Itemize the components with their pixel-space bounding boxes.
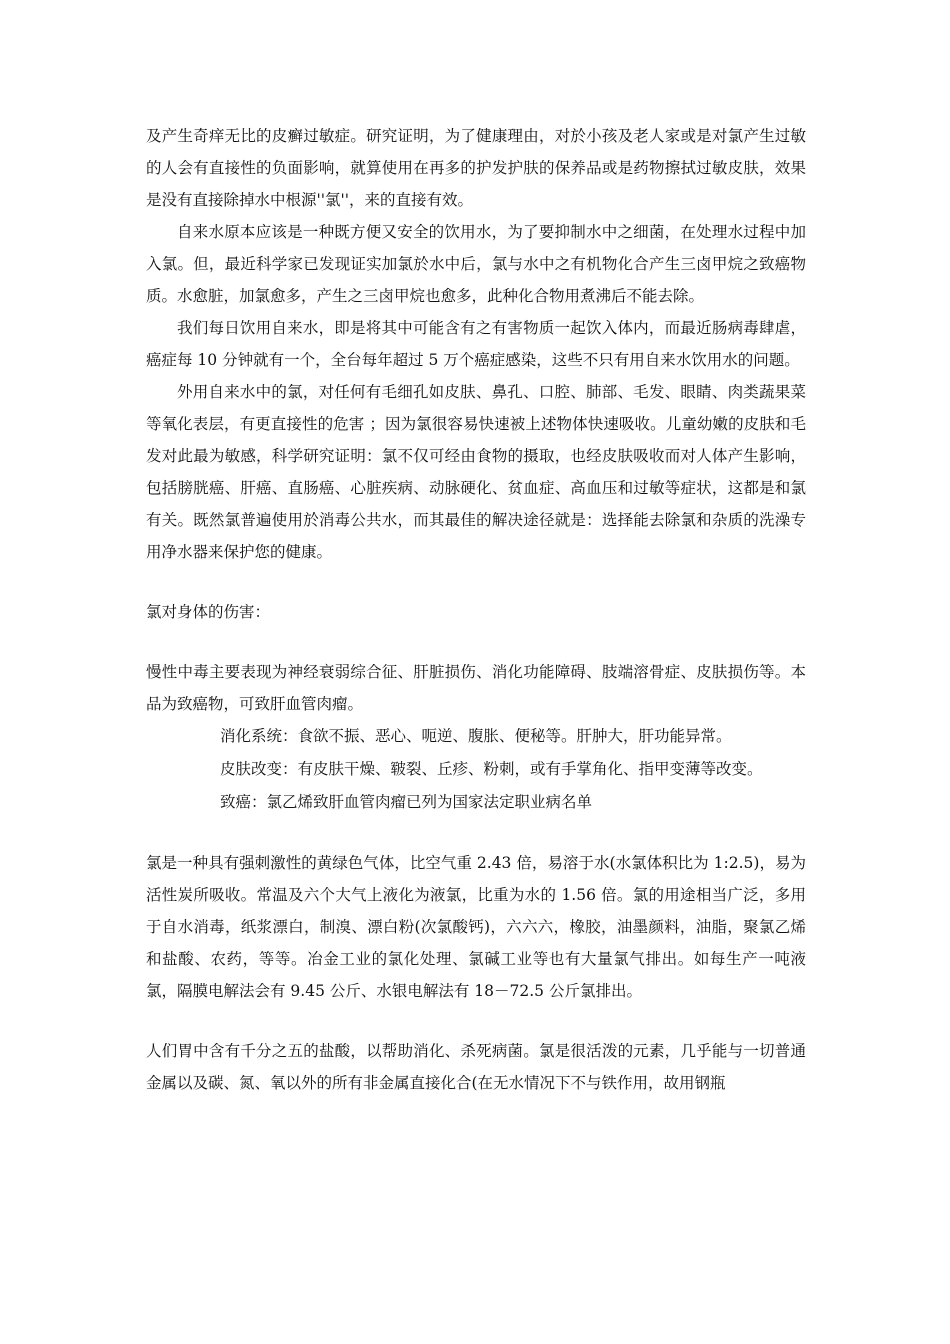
section-heading: 氯对身体的伤害： [146,603,271,621]
paragraph-allergy: 及产生奇痒无比的皮癣过敏症。研究证明，为了健康理由，对於小孩及老人家或是对氯产生过敏的人会有直接性的负面影响，就算使用在再多的护发护肤的保养品或是药物擦拭过敏皮肤，效果是没有直接除掉水中根源''氯''，来的直接有效。 [146,127,806,209]
paragraph-tap-water: 自来水原本应该是一种既方便又安全的饮用水，为了要抑制水中之细菌，在处理水过程中加入氯。但，最近科学家已发现证实加氯於水中后，氯与水中之有机物化合产生三卤甲烷之致癌物质。水愈脏，加氯愈多，产生之三卤甲烷也愈多，此种化合物用煮沸后不能去除。 [146,223,806,305]
document-body [146,120,806,1099]
list-item-digestive: 消化系统：食欲不振、恶心、呃逆、腹胀、便秘等。肝肿大，肝功能异常。 [220,727,732,745]
paragraph-stomach-acid: 人们胃中含有千分之五的盐酸，以帮助消化、杀死病菌。氯是很活泼的元素，几乎能与一切普通金属以及碳、氮、氧以外的所有非金属直接化合(在无水情况下不与铁作用，故用钢瓶 [146,1042,806,1092]
paragraph-chlorine-properties: 氯是一种具有强刺激性的黄绿色气体，比空气重 2.43 倍，易溶于水(水氯体积比为 1:2.5)，易为活性炭所吸收。常温及六个大气上液化为液氯，比重为水的 1.56 倍。氯的用途相当广泛，多用于自水消毒，纸浆漂白，制溴、漂白粉(次氯酸钙)，六六六，橡胶，油墨颜料，油脂，聚氯乙烯和盐酸、农药，等等。冶金工业的氯化处理、氯碱工业等也有大量氯气排出。如每生产一吨液氯，隔膜电解法会有 9.45 公斤、水银电解法有 18－72.5 公斤氯排出。 [146,854,806,1000]
paragraph-daily-drinking: 我们每日饮用自来水，即是将其中可能含有之有害物质一起饮入体内，而最近肠病毒肆虐，癌症每 10 分钟就有一个，全台每年超过 5 万个癌症感染，这些不只有用自来水饮用水的问题。 [146,319,806,369]
list-item-skin: 皮肤改变：有皮肤干燥、皲裂、丘疹、粉刺，或有手掌角化、指甲变薄等改变。 [220,760,763,778]
paragraph-external-use: 外用自来水中的氯，对任何有毛细孔如皮肤、鼻孔、口腔、肺部、毛发、眼睛、肉类蔬果菜等氧化表层，有更直接性的危害 ；因为氯很容易快速被上述物体快速吸收。儿童幼嫩的皮肤和毛发对此最为敏感，科学研究证明：氯不仅可经由食物的摄取，也经皮肤吸收而对人体产生影响，包括膀胱癌、肝癌、直肠癌、心脏疾病、动脉硬化、贫血症、高血压和过敏等症状，这都是和氯有关。既然氯普遍使用於消毒公共水，而其最佳的解决途径就是：选择能去除氯和杂质的洗澡专用净水器来保护您的健康。 [146,383,806,561]
list-item-carcinogen: 致癌：氯乙烯致肝血管肉瘤已列为国家法定职业病名单 [220,793,593,811]
paragraph-chronic-poisoning: 慢性中毒主要表现为神经衰弱综合征、肝脏损伤、消化功能障碍、肢端溶骨症、皮肤损伤等。本品为致癌物，可致肝血管肉瘤。 [146,663,806,713]
